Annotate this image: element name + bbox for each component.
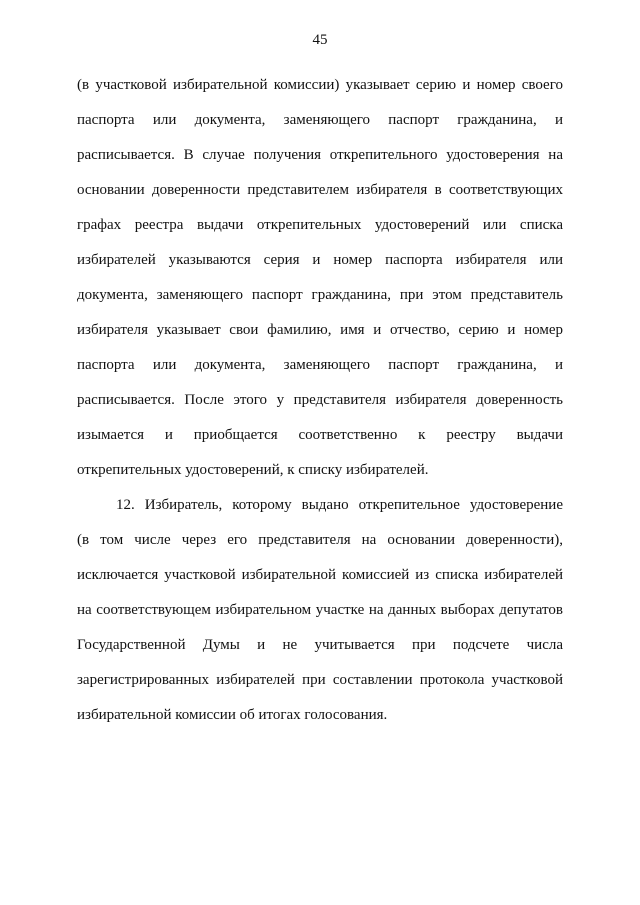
text-line: избирателя указывает свои фамилию, имя и отчество, серию и номер: [77, 322, 563, 338]
text-line: расписывается. После этого у представителя избирателя доверенность: [77, 392, 563, 408]
text-line: основании доверенности представителем избирателя в соответствующих: [77, 182, 563, 198]
text-line: зарегистрированных избирателей при составлении протокола участковой: [77, 672, 563, 688]
text-line: паспорта или документа, заменяющего паспорт гражданина, и: [77, 112, 563, 128]
text-line: открепительных удостоверений, к списку избирателей.: [77, 462, 429, 478]
text-line: документа, заменяющего паспорт гражданина, при этом представитель: [77, 287, 563, 303]
text-line: Государственной Думы и не учитывается при подсчете числа: [77, 637, 563, 653]
text-line: избирателей указываются серия и номер паспорта избирателя или: [77, 252, 563, 268]
text-line: избирательной комиссии об итогах голосования.: [77, 707, 388, 723]
text-line: на соответствующем избирательном участке на данных выборах депутатов: [77, 602, 563, 618]
text-line: (в участковой избирательной комиссии) указывает серию и номер своего: [77, 77, 563, 93]
text-line: исключается участковой избирательной комиссией из списка избирателей: [77, 567, 563, 583]
text-line: 12. Избиратель, которому выдано открепительное удостоверение: [116, 497, 563, 513]
page-number: 45: [312, 32, 328, 48]
text-line: паспорта или документа, заменяющего паспорт гражданина, и: [77, 357, 563, 373]
text-line: расписывается. В случае получения открепительного удостоверения на: [77, 147, 563, 163]
text-line: (в том числе через его представителя на основании доверенности),: [77, 532, 563, 548]
text-line: изымается и приобщается соответственно к реестру выдачи: [77, 427, 563, 443]
text-line: графах реестра выдачи открепительных удостоверений или списка: [77, 217, 563, 233]
